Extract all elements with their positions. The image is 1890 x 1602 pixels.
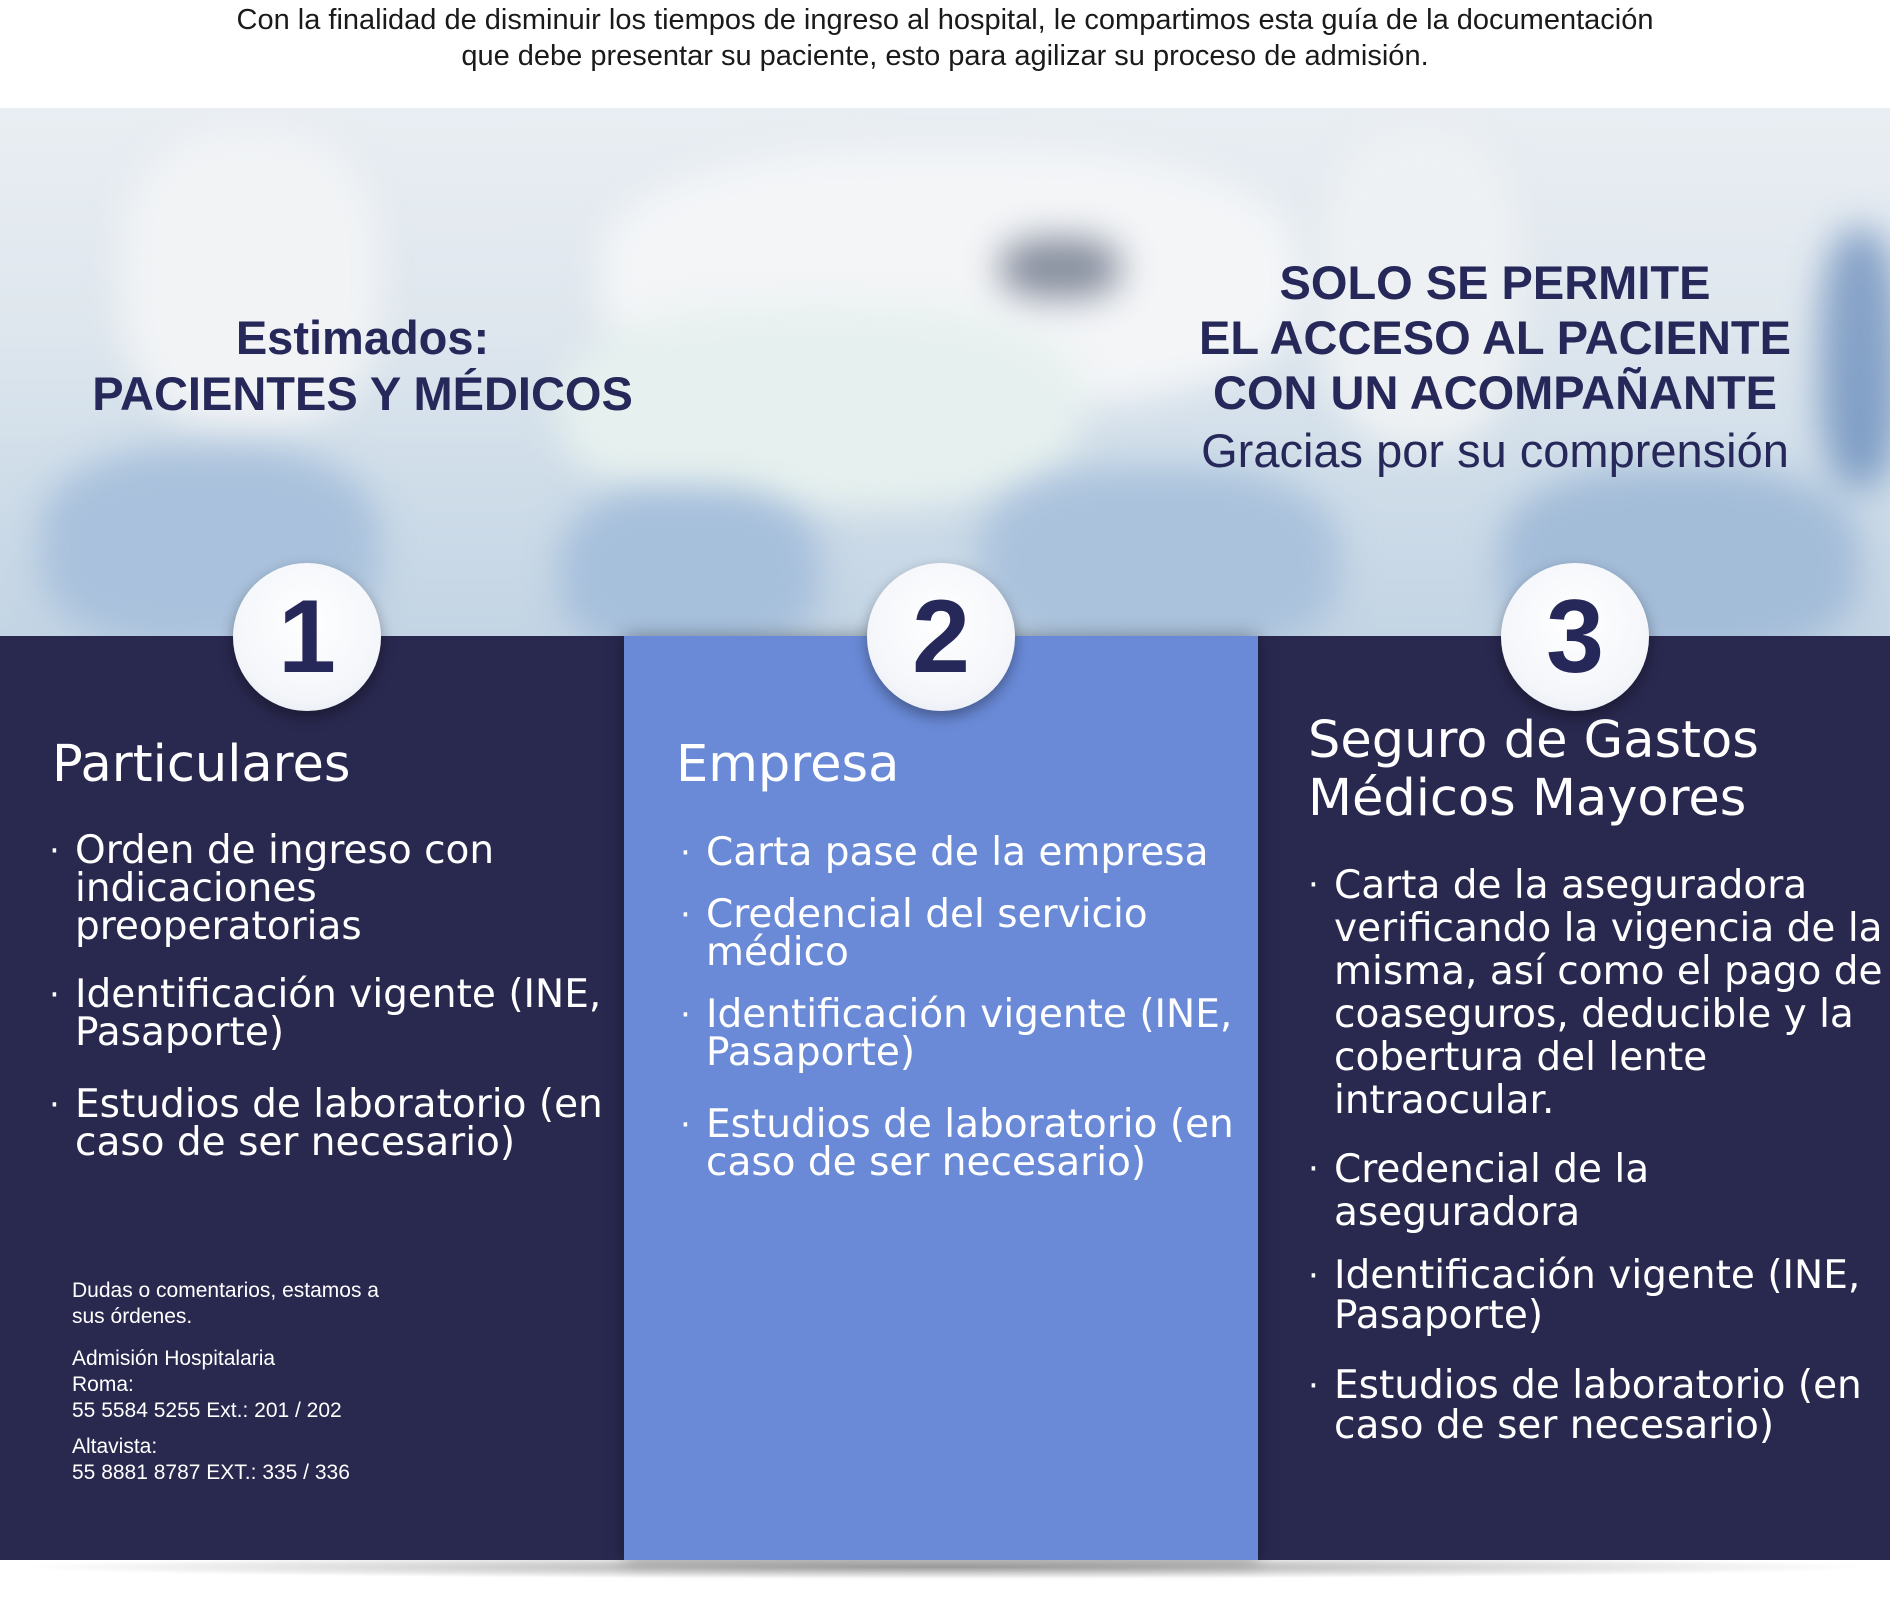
list-item: · Identificación vigente (INE, Pasaporte)	[1334, 1256, 1884, 1336]
contact-altavista-label: Altavista:	[72, 1435, 158, 1458]
notice-line-1: SOLO SE PERMITE	[1279, 256, 1711, 309]
column-seguro	[1258, 636, 1890, 1560]
list-item: · Identificación vigente (INE, Pasaporte)	[75, 976, 615, 1052]
greeting-line-2: PACIENTES Y MÉDICOS	[92, 367, 633, 420]
contact-info	[72, 1278, 472, 1486]
contact-intro: Dudas o comentarios, estamos a sus órdenes.	[72, 1279, 379, 1328]
contact-roma-phone: 55 5584 5255 Ext.: 201 / 202	[72, 1399, 342, 1422]
step-3-badge: 3	[1501, 563, 1649, 711]
contact-department: Admisión Hospitalaria	[72, 1347, 276, 1370]
column-empresa	[624, 636, 1258, 1560]
requirements-list	[1334, 864, 1884, 1446]
companion-notice	[1140, 255, 1850, 482]
column-title: Seguro de Gastos Médicos Mayores	[1308, 711, 1759, 828]
list-item: · Carta de la aseguradora verificando la vigencia de la misma, así como el pago de coaseguros, deducible y la cobertura del lente intraocular.	[1334, 864, 1884, 1122]
step-1-badge: 1	[233, 563, 381, 711]
intro-text	[0, 0, 1890, 108]
column-particulares	[0, 636, 624, 1560]
notice-line-3: CON UN ACOMPAÑANTE	[1213, 366, 1777, 419]
thanks-text: Gracias por su comprensión	[1201, 424, 1789, 477]
notice-line-2: EL ACCESO AL PACIENTE	[1199, 311, 1791, 364]
intro-line-2: que debe presentar su paciente, esto para agilizar su proceso de admisión.	[461, 40, 1429, 72]
requirements-list	[706, 830, 1256, 1185]
list-item: · Estudios de laboratorio (en caso de ser necesario)	[706, 1106, 1256, 1182]
column-title: Empresa	[676, 735, 900, 794]
step-2-badge: 2	[867, 563, 1015, 711]
list-item: · Estudios de laboratorio (en caso de ser necesario)	[1334, 1366, 1884, 1446]
intro-line-1: Con la finalidad de disminuir los tiempos de ingreso al hospital, le compartimos esta guía de la documentación	[236, 4, 1654, 36]
list-item: · Credencial de la aseguradora	[1334, 1148, 1884, 1234]
requirements-list	[75, 828, 615, 1165]
list-item: · Credencial del servicio médico	[706, 896, 1256, 972]
list-item: · Estudios de laboratorio (en caso de ser necesario)	[75, 1086, 615, 1162]
list-item: · Identificación vigente (INE, Pasaporte)	[706, 996, 1256, 1072]
list-item: · Orden de ingreso con indicaciones preoperatorias	[75, 832, 615, 946]
greeting-line-1: Estimados:	[235, 311, 490, 364]
list-item: · Carta pase de la empresa	[706, 834, 1256, 872]
greeting-headline	[0, 310, 725, 422]
column-title: Particulares	[52, 735, 351, 794]
contact-roma-label: Roma:	[72, 1373, 134, 1396]
contact-altavista-phone: 55 8881 8787 EXT.: 335 / 336	[72, 1461, 350, 1484]
